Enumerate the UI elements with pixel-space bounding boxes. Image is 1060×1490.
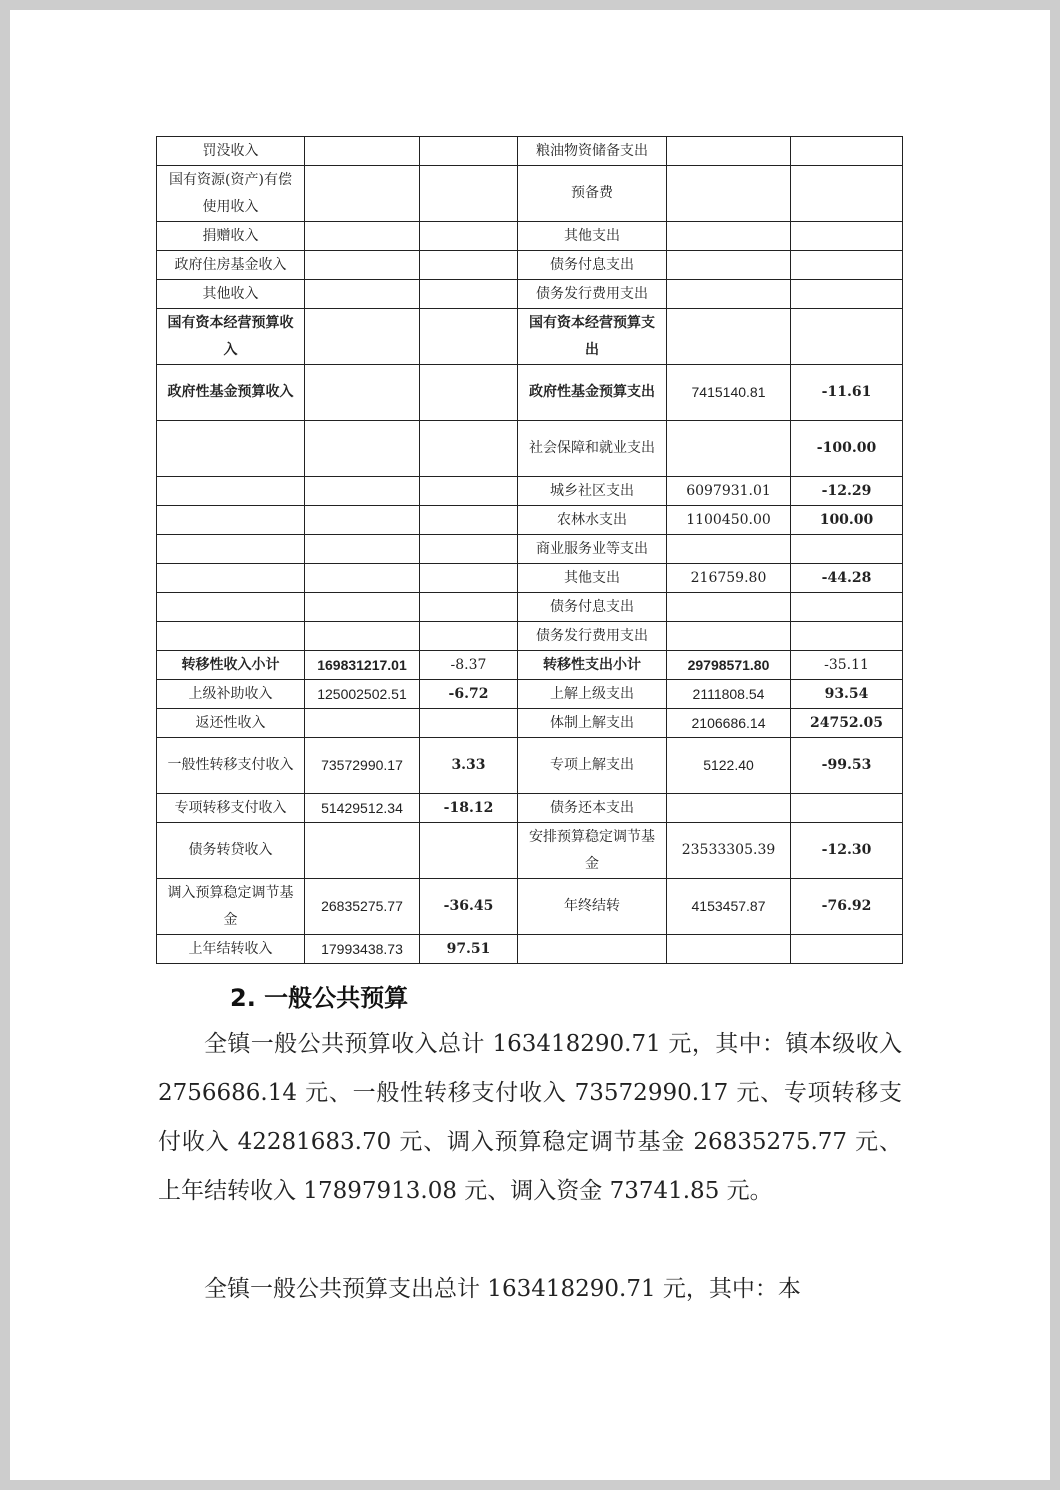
income-item: 政府住房基金收入 <box>157 251 305 280</box>
income-amount: 17993438.73 <box>305 935 420 964</box>
income-amount <box>305 309 420 365</box>
expense-amount <box>667 421 791 477</box>
income-change <box>420 309 518 365</box>
table-row <box>157 935 903 964</box>
income-item: 政府性基金预算收入 <box>157 365 305 421</box>
expense-item: 年终结转 <box>518 879 667 935</box>
expense-amount: 6097931.01 <box>667 477 791 506</box>
table-row <box>157 365 903 421</box>
expense-change: -100.00 <box>791 421 903 477</box>
expense-amount: 2106686.14 <box>667 709 791 738</box>
income-change <box>420 535 518 564</box>
expense-amount: 4153457.87 <box>667 879 791 935</box>
income-item: 国有资源(资产)有偿使用收入 <box>157 166 305 222</box>
income-item <box>157 535 305 564</box>
income-item: 罚没收入 <box>157 137 305 166</box>
expense-change <box>791 593 903 622</box>
expense-change: -44.28 <box>791 564 903 593</box>
income-amount <box>305 564 420 593</box>
expense-item: 社会保障和就业支出 <box>518 421 667 477</box>
body-paragraph: 全镇一般公共预算收入总计 163418290.71 元，其中：镇本级收入 2756686.14 元、一般性转移支付收入 73572990.17 元、专项转移支付收入 42281683.70 元、调入预算稳定调节基金 26835275.77 元、上年结转收入 17897913.08 元、调入资金 73741.85 元。 <box>158 1031 902 1204</box>
income-item: 专项转移支付收入 <box>157 794 305 823</box>
body-paragraph: 全镇一般公共预算支出总计 163418290.71 元，其中：本 <box>204 1276 801 1302</box>
income-item <box>157 506 305 535</box>
income-change <box>420 506 518 535</box>
income-change <box>420 709 518 738</box>
income-change: 3.33 <box>420 738 518 794</box>
expense-change: 100.00 <box>791 506 903 535</box>
income-item <box>157 622 305 651</box>
expense-change <box>791 166 903 222</box>
expense-item: 其他支出 <box>518 222 667 251</box>
expense-item: 其他支出 <box>518 564 667 593</box>
expense-amount <box>667 137 791 166</box>
expense-change: -11.61 <box>791 365 903 421</box>
section-heading: 2. 一般公共预算 <box>230 984 409 1012</box>
expense-change: -76.92 <box>791 879 903 935</box>
expense-item: 债务发行费用支出 <box>518 622 667 651</box>
table-row <box>157 622 903 651</box>
income-amount <box>305 166 420 222</box>
income-amount <box>305 222 420 251</box>
expense-item: 政府性基金预算支出 <box>518 365 667 421</box>
expense-item: 粮油物资储备支出 <box>518 137 667 166</box>
table-row <box>157 535 903 564</box>
income-amount <box>305 251 420 280</box>
income-item: 上级补助收入 <box>157 680 305 709</box>
expense-amount: 23533305.39 <box>667 823 791 879</box>
expense-item: 城乡社区支出 <box>518 477 667 506</box>
income-change <box>420 593 518 622</box>
expense-item: 债务付息支出 <box>518 251 667 280</box>
expense-amount: 29798571.80 <box>667 651 791 680</box>
expense-amount <box>667 166 791 222</box>
table-row <box>157 309 903 365</box>
income-item: 一般性转移支付收入 <box>157 738 305 794</box>
expense-amount <box>667 794 791 823</box>
income-amount <box>305 280 420 309</box>
expense-change: -12.30 <box>791 823 903 879</box>
income-change <box>420 251 518 280</box>
table-row <box>157 651 903 680</box>
table-row <box>157 709 903 738</box>
expense-item: 农林水支出 <box>518 506 667 535</box>
income-item: 上年结转收入 <box>157 935 305 964</box>
income-change <box>420 280 518 309</box>
income-amount <box>305 365 420 421</box>
income-change <box>420 564 518 593</box>
expense-item: 专项上解支出 <box>518 738 667 794</box>
expense-amount <box>667 222 791 251</box>
expense-item: 安排预算稳定调节基金 <box>518 823 667 879</box>
table-row <box>157 564 903 593</box>
table-row <box>157 680 903 709</box>
income-amount <box>305 709 420 738</box>
table-row <box>157 166 903 222</box>
table-row <box>157 593 903 622</box>
table-row <box>157 251 903 280</box>
income-item <box>157 593 305 622</box>
income-change <box>420 477 518 506</box>
expense-amount: 7415140.81 <box>667 365 791 421</box>
income-amount <box>305 506 420 535</box>
income-change <box>420 622 518 651</box>
document-page <box>10 10 1050 1480</box>
expense-amount <box>667 309 791 365</box>
expense-item: 体制上解支出 <box>518 709 667 738</box>
income-amount: 169831217.01 <box>305 651 420 680</box>
table-row <box>157 823 903 879</box>
expense-amount: 1100450.00 <box>667 506 791 535</box>
income-change <box>420 365 518 421</box>
expense-item: 转移性支出小计 <box>518 651 667 680</box>
expense-amount <box>667 622 791 651</box>
expense-amount: 216759.80 <box>667 564 791 593</box>
expense-item <box>518 935 667 964</box>
income-change <box>420 222 518 251</box>
income-change <box>420 137 518 166</box>
expense-amount <box>667 280 791 309</box>
income-change <box>420 421 518 477</box>
expense-change: -99.53 <box>791 738 903 794</box>
expense-change <box>791 222 903 251</box>
table-row <box>157 222 903 251</box>
expense-amount <box>667 535 791 564</box>
budget-table <box>156 136 903 964</box>
expense-change <box>791 280 903 309</box>
table-row <box>157 280 903 309</box>
income-change: -18.12 <box>420 794 518 823</box>
income-change: -8.37 <box>420 651 518 680</box>
income-amount <box>305 622 420 651</box>
expense-change <box>791 935 903 964</box>
expense-amount: 2111808.54 <box>667 680 791 709</box>
income-item <box>157 477 305 506</box>
expense-change: 24752.05 <box>791 709 903 738</box>
income-amount <box>305 593 420 622</box>
expense-item: 债务付息支出 <box>518 593 667 622</box>
expense-item: 上解上级支出 <box>518 680 667 709</box>
expense-amount <box>667 935 791 964</box>
table-row <box>157 477 903 506</box>
income-item: 国有资本经营预算收入 <box>157 309 305 365</box>
expense-amount <box>667 251 791 280</box>
income-change <box>420 823 518 879</box>
expense-change <box>791 137 903 166</box>
expense-item: 债务还本支出 <box>518 794 667 823</box>
income-amount <box>305 137 420 166</box>
income-item: 债务转贷收入 <box>157 823 305 879</box>
income-change: 97.51 <box>420 935 518 964</box>
income-amount <box>305 421 420 477</box>
income-change: -6.72 <box>420 680 518 709</box>
expense-change <box>791 309 903 365</box>
income-item: 其他收入 <box>157 280 305 309</box>
expense-amount <box>667 593 791 622</box>
table-row <box>157 421 903 477</box>
income-amount: 51429512.34 <box>305 794 420 823</box>
income-item: 捐赠收入 <box>157 222 305 251</box>
expense-change: -35.11 <box>791 651 903 680</box>
expense-item: 商业服务业等支出 <box>518 535 667 564</box>
table-row <box>157 794 903 823</box>
income-change <box>420 166 518 222</box>
expense-item: 预备费 <box>518 166 667 222</box>
expense-amount: 5122.40 <box>667 738 791 794</box>
income-item: 返还性收入 <box>157 709 305 738</box>
income-amount: 73572990.17 <box>305 738 420 794</box>
income-amount <box>305 477 420 506</box>
income-item <box>157 421 305 477</box>
income-amount <box>305 535 420 564</box>
expense-change: 93.54 <box>791 680 903 709</box>
table-row <box>157 879 903 935</box>
table-row <box>157 506 903 535</box>
income-amount: 125002502.51 <box>305 680 420 709</box>
expense-change <box>791 622 903 651</box>
expense-change: -12.29 <box>791 477 903 506</box>
expense-change <box>791 251 903 280</box>
income-item: 转移性收入小计 <box>157 651 305 680</box>
income-item <box>157 564 305 593</box>
income-amount: 26835275.77 <box>305 879 420 935</box>
income-change: -36.45 <box>420 879 518 935</box>
table-row <box>157 137 903 166</box>
income-item: 调入预算稳定调节基金 <box>157 879 305 935</box>
expense-change <box>791 794 903 823</box>
expense-item: 债务发行费用支出 <box>518 280 667 309</box>
expense-change <box>791 535 903 564</box>
table-row <box>157 738 903 794</box>
expense-item: 国有资本经营预算支出 <box>518 309 667 365</box>
income-amount <box>305 823 420 879</box>
